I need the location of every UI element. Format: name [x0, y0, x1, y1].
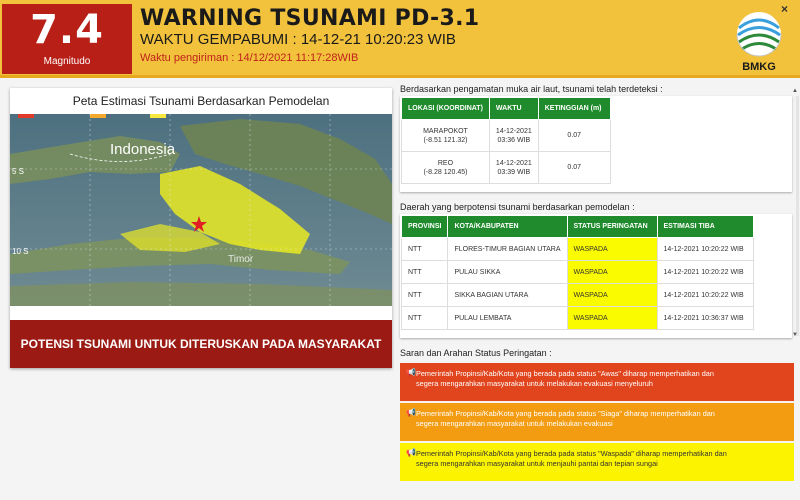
right-column: [398, 80, 794, 492]
cell-height: 0.07: [538, 120, 610, 152]
advice-waspada: 📢 Pemerintah Propinsi/Kab/Kota yang berada pada status "Waspada" diharap memperhatikan dan segera mengarahkan masyarakat untuk menjauhi pantai dan tepian sungai: [400, 443, 794, 481]
col-province: PROVINSI: [402, 216, 448, 238]
observation-intro: Berdasarkan pengamatan muka air laut, tsunami telah terdeteksi :: [400, 84, 663, 94]
table-row: [402, 284, 754, 307]
col-status: STATUS PERINGATAN: [567, 216, 657, 238]
cell-province: NTT: [402, 307, 448, 330]
table-row: [402, 120, 611, 152]
quake-time: WAKTU GEMPABUMI : 14-12-21 10:20:23 WIB: [140, 31, 456, 48]
scroll-up-arrow[interactable]: ▲: [792, 88, 798, 94]
map-label-indonesia: Indonesia: [110, 141, 176, 158]
sent-time: Waktu pengiriman : 14/12/2021 11:17:28WIB: [140, 52, 359, 64]
col-eta: ESTIMASI TIBA: [657, 216, 753, 238]
table-row: [402, 238, 754, 261]
megaphone-icon: 📢: [406, 368, 416, 377]
cell-eta: 14-12-2021 10:20:22 WIB: [657, 261, 753, 284]
observation-card: [400, 96, 792, 192]
map-title: Peta Estimasi Tsunami Berdasarkan Pemodelan: [72, 94, 330, 108]
cell-location: REO (-8.28 120.45): [402, 152, 490, 184]
close-icon[interactable]: ×: [781, 2, 789, 16]
cell-province: NTT: [402, 261, 448, 284]
advice-intro: Saran dan Arahan Status Peringatan :: [400, 348, 552, 358]
megaphone-icon: 📢: [406, 448, 416, 457]
cell-eta: 14-12-2021 10:36:37 WIB: [657, 307, 753, 330]
col-location: LOKASI (KOORDINAT): [402, 98, 490, 120]
cell-time: 14-12-2021 03:36 WIB: [489, 120, 538, 152]
cell-city: PULAU LEMBATA: [448, 307, 567, 330]
bmkg-logo-text: BMKG: [742, 61, 776, 72]
potential-card: [400, 214, 792, 338]
cell-eta: 14-12-2021 10:20:22 WIB: [657, 284, 753, 307]
cell-province: NTT: [402, 284, 448, 307]
table-header-row: [402, 98, 611, 120]
status-badge: WASPADA: [567, 238, 657, 261]
magnitude-value: 7.4: [30, 7, 104, 53]
col-height: KETINGGIAN (m): [538, 98, 610, 120]
map-label-timor: Timor: [228, 254, 254, 265]
map-panel: [10, 88, 392, 368]
table-row: [402, 307, 754, 330]
advice-awas: 📢 Pemerintah Propinsi/Kab/Kota yang berada pada status "Awas" diharap memperhatikan dan segera mengarahkan masyarakat untuk melakukan evakuasi menyeluruh: [400, 363, 794, 401]
table-row: [402, 152, 611, 184]
scroll-down-arrow[interactable]: ▼: [792, 332, 798, 338]
cell-height: 0.07: [538, 152, 610, 184]
magnitude-label: Magnitudo: [43, 56, 91, 67]
table-header-row: [402, 216, 754, 238]
cell-location: MARAPOKOT (-8.51 121.32): [402, 120, 490, 152]
bmkg-logo: [734, 8, 784, 72]
potential-table: [401, 215, 754, 330]
status-badge: WASPADA: [567, 284, 657, 307]
magnitude-box: [2, 4, 132, 74]
potential-intro: Daerah yang berpotensi tsunami berdasarkan pemodelan :: [400, 202, 635, 212]
cell-city: PULAU SIKKA: [448, 261, 567, 284]
warning-title: WARNING TSUNAMI PD-3.1: [140, 6, 480, 31]
forward-to-public-button[interactable]: POTENSI TSUNAMI UNTUK DITERUSKAN PADA MASYARAKAT: [10, 320, 392, 368]
cell-city: SIKKA BAGIAN UTARA: [448, 284, 567, 307]
map-lat-10: 10 S: [12, 247, 29, 256]
status-badge: WASPADA: [567, 261, 657, 284]
tsunami-map[interactable]: [10, 114, 392, 306]
table-row: [402, 261, 754, 284]
scrollbar[interactable]: [796, 96, 799, 336]
advice-siaga: 📢 Pemerintah Propinsi/Kab/Kota yang berada pada status "Siaga" diharap memperhatikan dan segera mengarahkan masyarakat untuk melakukan evakuasi: [400, 403, 794, 441]
status-badge: WASPADA: [567, 307, 657, 330]
warning-header: [0, 0, 800, 78]
megaphone-icon: 📢: [406, 408, 416, 417]
observation-table: [401, 97, 611, 184]
cell-eta: 14-12-2021 10:20:22 WIB: [657, 238, 753, 261]
col-time: WAKTU: [489, 98, 538, 120]
col-city: KOTA/KABUPATEN: [448, 216, 567, 238]
cell-city: FLORES-TIMUR BAGIAN UTARA: [448, 238, 567, 261]
cell-time: 14-12-2021 03:39 WIB: [489, 152, 538, 184]
cell-province: NTT: [402, 238, 448, 261]
map-lat-5: 5 S: [12, 167, 25, 176]
